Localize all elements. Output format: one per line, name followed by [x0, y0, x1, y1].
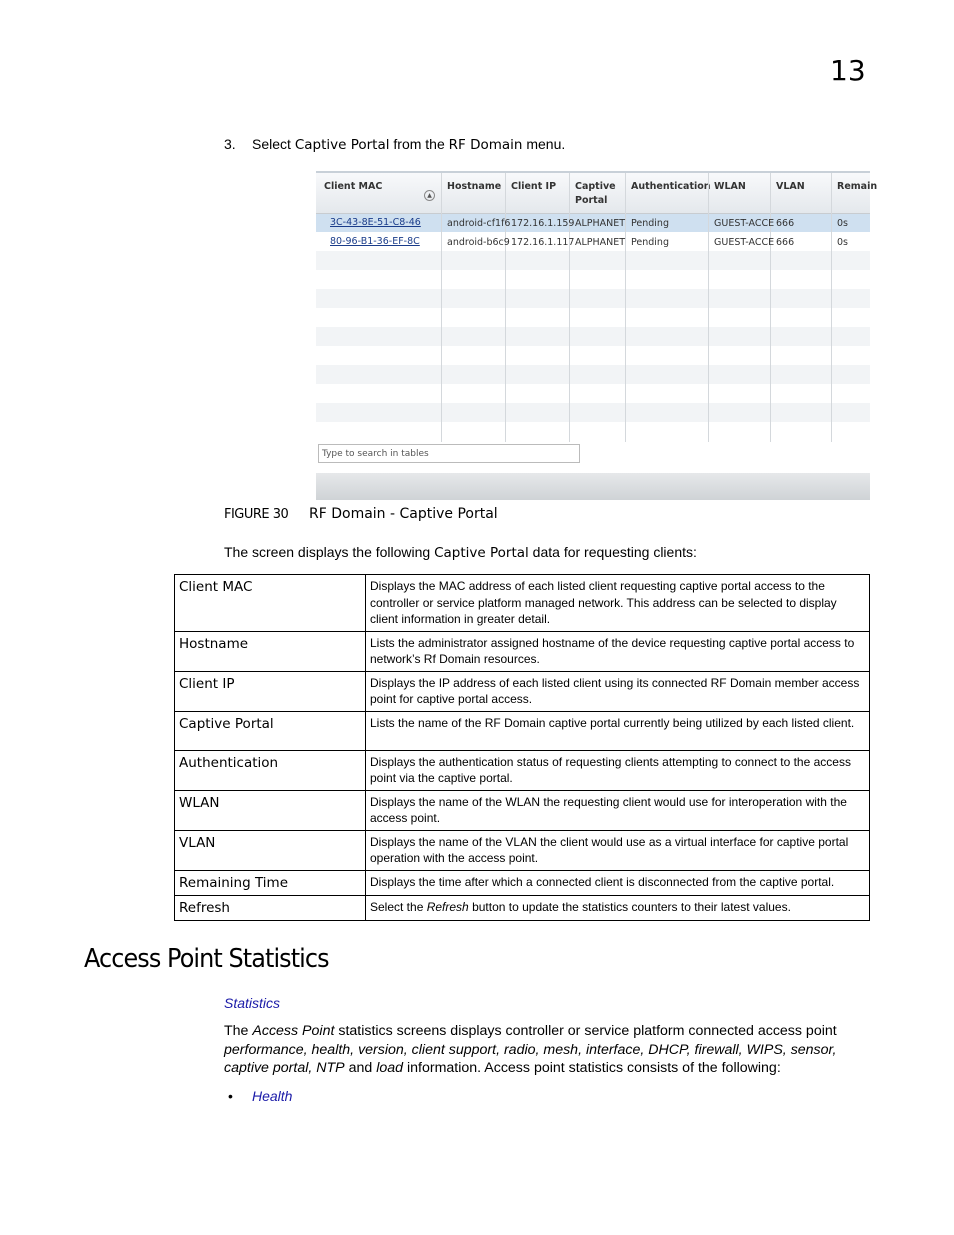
term-cell: Client IP [175, 671, 366, 711]
health-link[interactable]: Health [252, 1088, 293, 1104]
term-cell: VLAN [175, 830, 366, 870]
section-paragraph [224, 1022, 874, 1078]
captive-portal-table [316, 171, 878, 442]
table-row [175, 575, 870, 632]
para-em: Access Point [252, 1023, 335, 1039]
column-divider [506, 173, 570, 442]
table-row [175, 790, 870, 830]
chapter-number: 13 [830, 54, 866, 87]
figure-caption [224, 506, 498, 522]
intro-text [224, 544, 697, 561]
step-keyword-rf-domain: RF Domain [448, 137, 523, 153]
column-divider [709, 173, 775, 442]
column-divider [442, 173, 511, 442]
step-3 [224, 136, 565, 153]
client-mac-link[interactable]: 80-96-B1-36-EF-8C [330, 236, 420, 247]
bullet-icon: • [228, 1088, 233, 1104]
para-em: load [376, 1060, 404, 1076]
intro-post: data for requesting clients: [528, 544, 697, 560]
wlan-cell: GUEST-ACCE [714, 218, 775, 229]
refresh-em: Refresh [426, 899, 469, 914]
column-divider [570, 173, 626, 442]
para-em: performance, health, version, client support, radio, mesh, interface, DHCP, firewall, WIPS, sensor, captive portal, NTP [224, 1041, 837, 1076]
step-keyword-captive-portal: Captive Portal [294, 137, 390, 153]
figure-title: RF Domain - Captive Portal [309, 506, 498, 522]
para-text: information. Access point statistics consists of the following: [403, 1060, 781, 1076]
term-cell: Captive Portal [175, 711, 366, 750]
desc-cell: Displays the name of the VLAN the client would use as a virtual interface for captive portal operation with the access point. [366, 830, 870, 870]
desc-cell: Lists the administrator assigned hostname of the device requesting captive portal access to network’s Rf Domain resources. [366, 631, 870, 671]
refresh-pre: Select the [370, 899, 427, 914]
step-number: 3. [224, 136, 236, 152]
term-cell: Refresh [175, 895, 366, 920]
table-row [175, 895, 870, 920]
step-text-post: menu. [522, 136, 566, 152]
step-text-mid: from the [389, 136, 449, 152]
term-cell: Remaining Time [175, 870, 366, 895]
table-row [175, 870, 870, 895]
captive-portal-cell: ALPHANET [575, 218, 626, 229]
col-header-wlan[interactable]: WLAN [714, 181, 746, 192]
client-ip-cell: 172.16.1.159 [511, 218, 575, 229]
term-cell: Client MAC [175, 575, 366, 632]
hostname-cell: android-cf1f6 [447, 218, 511, 229]
term-cell: WLAN [175, 790, 366, 830]
footer-bar [316, 473, 870, 500]
intro-pre: The screen displays the following [224, 544, 435, 560]
desc-cell: Displays the time after which a connected client is disconnected from the captive portal. [366, 870, 870, 895]
wlan-cell: GUEST-ACCE [714, 237, 775, 248]
term-cell: Hostname [175, 631, 366, 671]
para-text: statistics screens displays controller or service platform connected access point [334, 1023, 837, 1039]
captive-portal-cell: ALPHANET [575, 237, 626, 248]
client-ip-cell: 172.16.1.117 [511, 237, 575, 248]
intro-keyword: Captive Portal [434, 545, 529, 561]
desc-cell: Lists the name of the RF Domain captive portal currently being utilized by each listed client. [366, 711, 870, 750]
term-cell: Authentication [175, 750, 366, 790]
vlan-cell: 666 [776, 218, 795, 229]
table-row [175, 830, 870, 870]
statistics-link[interactable]: Statistics [224, 995, 281, 1011]
col-header-client-mac[interactable]: Client MAC [324, 181, 383, 192]
step-text-pre: Select [252, 136, 295, 152]
para-text: The [224, 1023, 253, 1039]
figure-label: FIGURE 30 [224, 507, 289, 522]
desc-cell [366, 895, 870, 920]
section-heading: Access Point Statistics [84, 944, 329, 974]
authentication-cell: Pending [631, 218, 669, 229]
col-header-remaining[interactable]: Remain [837, 181, 878, 192]
table-search-input[interactable]: Type to search in tables [318, 444, 580, 463]
col-header-hostname[interactable]: Hostname [447, 181, 502, 192]
col-header-vlan[interactable]: VLAN [776, 181, 805, 192]
table-row [175, 671, 870, 711]
table-row [175, 631, 870, 671]
col-header-authentication[interactable]: Authentication [631, 181, 711, 192]
remaining-cell: 0s [837, 218, 848, 229]
column-divider [626, 173, 709, 442]
column-divider [316, 173, 442, 442]
desc-cell: Displays the name of the WLAN the requesting client would use for interoperation with the access point. [366, 790, 870, 830]
desc-cell: Displays the authentication status of requesting clients attempting to connect to the access point via the captive portal. [366, 750, 870, 790]
table-row [175, 750, 870, 790]
vlan-cell: 666 [776, 237, 795, 248]
remaining-cell: 0s [837, 237, 848, 248]
col-header-captive-portal[interactable]: Captive Portal [575, 181, 616, 206]
captive-portal-screenshot [316, 171, 878, 500]
desc-cell: Displays the MAC address of each listed client requesting captive portal access to the controller or service platform managed network. This address can be selected to display client information in greater detail. [366, 575, 870, 632]
bullet-item-health [228, 1088, 292, 1104]
sort-icon[interactable]: ▲ [424, 190, 435, 201]
client-mac-link[interactable]: 3C-43-8E-51-C8-46 [330, 217, 421, 228]
para-text: and [344, 1060, 377, 1076]
refresh-post: button to update the statistics counters to their latest values. [468, 899, 791, 914]
desc-cell: Displays the IP address of each listed client using its connected RF Domain member access point for captive portal access. [366, 671, 870, 711]
table-row [175, 711, 870, 750]
authentication-cell: Pending [631, 237, 669, 248]
column-divider [771, 173, 832, 442]
hostname-cell: android-b6c9 [447, 237, 510, 248]
col-header-client-ip[interactable]: Client IP [511, 181, 557, 192]
field-reference-table [174, 574, 870, 921]
